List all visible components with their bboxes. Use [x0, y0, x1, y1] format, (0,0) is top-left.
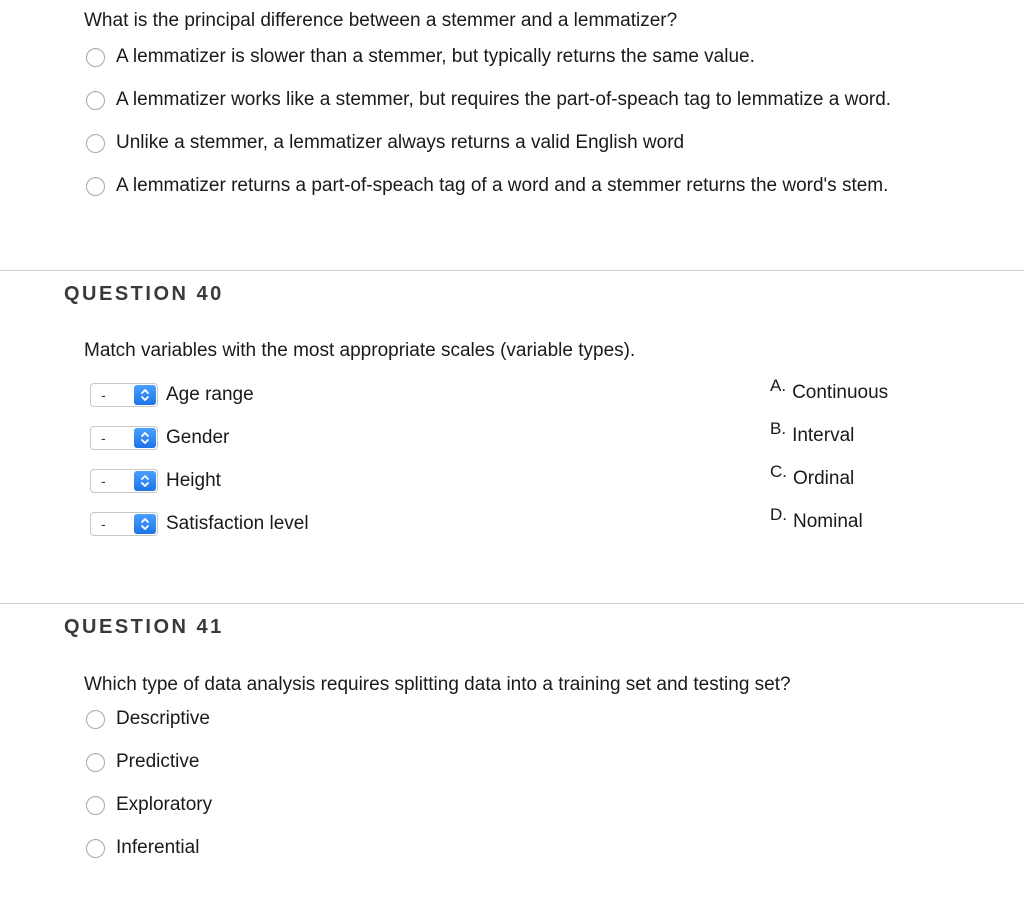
match-select-value: -: [101, 516, 106, 532]
q41-option[interactable]: [86, 837, 199, 859]
q41-option[interactable]: [86, 751, 199, 773]
answer-letter: B.: [770, 419, 787, 438]
chevron-up-down-icon[interactable]: [134, 471, 156, 491]
match-item-label: Age range: [166, 384, 254, 405]
q39-option[interactable]: [86, 46, 755, 68]
radio-button[interactable]: [86, 710, 105, 729]
answer-letter: C.: [770, 462, 787, 481]
answer-choice: [770, 376, 889, 404]
q41-option-label: Inferential: [116, 837, 200, 858]
radio-button[interactable]: [86, 48, 105, 67]
radio-button[interactable]: [86, 134, 105, 153]
section-divider: [0, 270, 1024, 271]
match-item-label: Height: [166, 470, 221, 491]
match-row: [90, 469, 221, 493]
answer-letter: A.: [770, 376, 787, 395]
match-select[interactable]: [90, 426, 158, 450]
match-select-value: -: [101, 387, 106, 403]
q41-option-label: Predictive: [116, 751, 200, 772]
answer-letter: D.: [770, 505, 787, 524]
radio-button[interactable]: [86, 753, 105, 772]
answer-text: Ordinal: [793, 468, 855, 489]
answer-choice: [770, 419, 855, 447]
q39-option-label: A lemmatizer works like a stemmer, but requires the part-of-speach tag to lemmatize a word.: [116, 89, 892, 110]
match-select-value: -: [101, 430, 106, 446]
q39-option[interactable]: [86, 132, 684, 154]
answer-choice: [770, 462, 855, 490]
q39-option-label: A lemmatizer is slower than a stemmer, but typically returns the same value.: [116, 46, 755, 67]
q39-option-label: Unlike a stemmer, a lemmatizer always returns a valid English word: [116, 132, 685, 153]
q39-option-label: A lemmatizer returns a part-of-speach tag of a word and a stemmer returns the word's stem.: [116, 175, 889, 196]
answer-text: Nominal: [793, 511, 863, 532]
q41-option-label: Exploratory: [116, 794, 213, 815]
match-row: [90, 383, 254, 407]
q41-option[interactable]: [86, 708, 210, 730]
answer-text: Continuous: [792, 382, 889, 403]
q40-prompt: Match variables with the most appropriate scales (variable types).: [84, 340, 636, 361]
match-select-value: -: [101, 473, 106, 489]
match-row: [90, 426, 229, 450]
q39-option[interactable]: [86, 175, 888, 197]
q39-option[interactable]: [86, 89, 891, 111]
match-select[interactable]: [90, 512, 158, 536]
match-select[interactable]: [90, 469, 158, 493]
radio-button[interactable]: [86, 91, 105, 110]
q39-prompt: What is the principal difference between a stemmer and a lemmatizer?: [84, 10, 678, 31]
answer-choice: [770, 505, 863, 533]
match-row: [90, 512, 309, 536]
section-divider: [0, 603, 1024, 604]
chevron-up-down-icon[interactable]: [134, 385, 156, 405]
match-item-label: Satisfaction level: [166, 513, 309, 534]
q41-prompt: Which type of data analysis requires splitting data into a training set and testing set?: [84, 674, 791, 695]
match-item-label: Gender: [166, 427, 230, 448]
q41-option[interactable]: [86, 794, 212, 816]
answer-text: Interval: [792, 425, 855, 446]
chevron-up-down-icon[interactable]: [134, 428, 156, 448]
radio-button[interactable]: [86, 796, 105, 815]
match-select[interactable]: [90, 383, 158, 407]
chevron-up-down-icon[interactable]: [134, 514, 156, 534]
radio-button[interactable]: [86, 839, 105, 858]
radio-button[interactable]: [86, 177, 105, 196]
q41-option-label: Descriptive: [116, 708, 210, 729]
q40-header: QUESTION 40: [64, 283, 224, 305]
q41-header: QUESTION 41: [64, 616, 224, 638]
